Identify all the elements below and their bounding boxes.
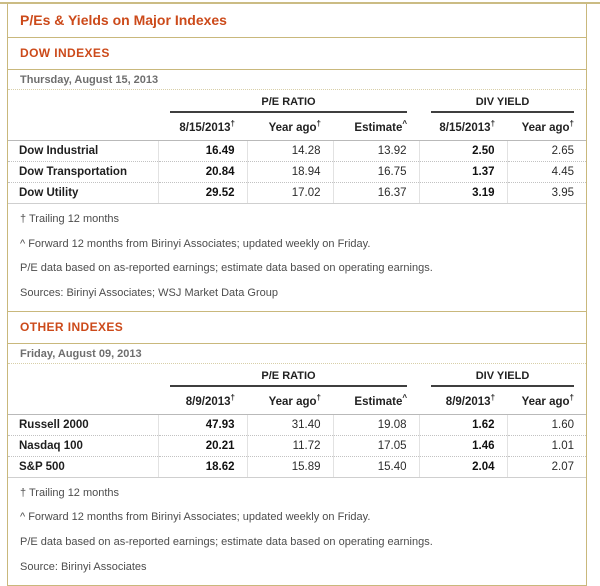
row-label: S&P 500: [8, 456, 158, 477]
row-label: Dow Transportation: [8, 161, 158, 182]
corner-cell: [8, 364, 158, 387]
footnote-forward: ^ Forward 12 months from Birinyi Associates; updated weekly on Friday.: [20, 237, 371, 250]
section-date-dow: Thursday, August 15, 2013: [8, 70, 586, 90]
group-header-div-yield: DIV YIELD: [431, 370, 574, 387]
cell-value: 11.72: [247, 435, 333, 456]
corner-cell: [8, 90, 158, 113]
cell-value: 19.08: [333, 414, 419, 435]
group-header-pe-ratio: P/E RATIO: [170, 96, 407, 113]
cell-value: 16.37: [333, 182, 419, 203]
cell-value: 20.21: [158, 435, 247, 456]
cell-value: 1.60: [507, 414, 586, 435]
cell-value: 2.50: [419, 140, 507, 161]
cell-value: 2.07: [507, 456, 586, 477]
cell-value: 17.05: [333, 435, 419, 456]
column-header-div-yearago: Year ago†: [521, 119, 574, 134]
cell-value: 18.62: [158, 456, 247, 477]
row-label: Russell 2000: [8, 414, 158, 435]
row-label: Dow Utility: [8, 182, 158, 203]
corner-cell: [8, 113, 158, 140]
cell-value: 15.89: [247, 456, 333, 477]
cell-value: 16.75: [333, 161, 419, 182]
footnote-trailing: † Trailing 12 months: [20, 212, 120, 225]
cell-value: 47.93: [158, 414, 247, 435]
page-title: P/Es & Yields on Major Indexes: [8, 4, 586, 38]
table-row-dow-industrial: [8, 140, 586, 161]
row-label: Nasdaq 100: [8, 435, 158, 456]
cell-value: 1.37: [419, 161, 507, 182]
table-row-russell-2000: [8, 414, 586, 435]
table-row-dow-transportation: [8, 161, 586, 182]
other-indexes-table: [8, 364, 586, 478]
footnote-source: Source: Birinyi Associates: [20, 560, 147, 573]
section-date-other: Friday, August 09, 2013: [8, 344, 586, 364]
section-header-dow: DOW INDEXES: [8, 38, 586, 70]
column-header-pe-current: 8/9/2013†: [185, 392, 235, 408]
column-header-pe-yearago: Year ago†: [268, 119, 321, 134]
column-header-div-current: 8/15/2013†: [439, 119, 496, 134]
column-header-pe-estimate: Estimate^: [354, 119, 408, 134]
column-header-pe-yearago: Year ago†: [268, 392, 321, 408]
corner-cell: [8, 387, 158, 414]
cell-value: 15.40: [333, 456, 419, 477]
column-header-row: [8, 113, 586, 140]
footnote-trailing: † Trailing 12 months: [20, 486, 120, 499]
column-header-div-current: 8/9/2013†: [445, 392, 496, 408]
footnotes-other: [8, 478, 586, 585]
cell-value: 1.01: [507, 435, 586, 456]
cell-value: 2.04: [419, 456, 507, 477]
group-header-row: [8, 90, 586, 113]
section-header-other: OTHER INDEXES: [8, 312, 586, 344]
cell-value: 3.95: [507, 182, 586, 203]
footnotes-dow: [8, 204, 586, 311]
pe-yields-widget: [7, 4, 587, 586]
cell-value: 14.28: [247, 140, 333, 161]
footnote-sources: Sources: Birinyi Associates; WSJ Market Data Group: [20, 287, 278, 300]
cell-value: 16.49: [158, 140, 247, 161]
column-header-pe-estimate: Estimate^: [354, 392, 408, 408]
group-header-div-yield: DIV YIELD: [431, 96, 574, 113]
cell-value: 4.45: [507, 161, 586, 182]
table-row-nasdaq-100: [8, 435, 586, 456]
table-row-dow-utility: [8, 182, 586, 203]
footnote-pe-basis: P/E data based on as-reported earnings; estimate data based on operating earnings.: [20, 262, 433, 275]
cell-value: 31.40: [247, 414, 333, 435]
cell-value: 17.02: [247, 182, 333, 203]
group-header-pe-ratio: P/E RATIO: [170, 370, 407, 387]
cell-value: 3.19: [419, 182, 507, 203]
group-header-row: [8, 364, 586, 387]
cell-value: 1.46: [419, 435, 507, 456]
dow-indexes-table: [8, 90, 586, 204]
footnote-forward: ^ Forward 12 months from Birinyi Associates; updated weekly on Friday.: [20, 511, 371, 524]
cell-value: 1.62: [419, 414, 507, 435]
cell-value: 2.65: [507, 140, 586, 161]
table-row-sp-500: [8, 456, 586, 477]
cell-value: 13.92: [333, 140, 419, 161]
footnote-pe-basis: P/E data based on as-reported earnings; estimate data based on operating earnings.: [20, 536, 433, 549]
cell-value: 18.94: [247, 161, 333, 182]
row-label: Dow Industrial: [8, 140, 158, 161]
column-header-pe-current: 8/15/2013†: [179, 119, 235, 134]
section-other-indexes: [8, 312, 586, 585]
cell-value: 20.84: [158, 161, 247, 182]
column-header-row: [8, 387, 586, 414]
cell-value: 29.52: [158, 182, 247, 203]
section-dow-indexes: [8, 38, 586, 312]
column-header-div-yearago: Year ago†: [521, 392, 574, 408]
